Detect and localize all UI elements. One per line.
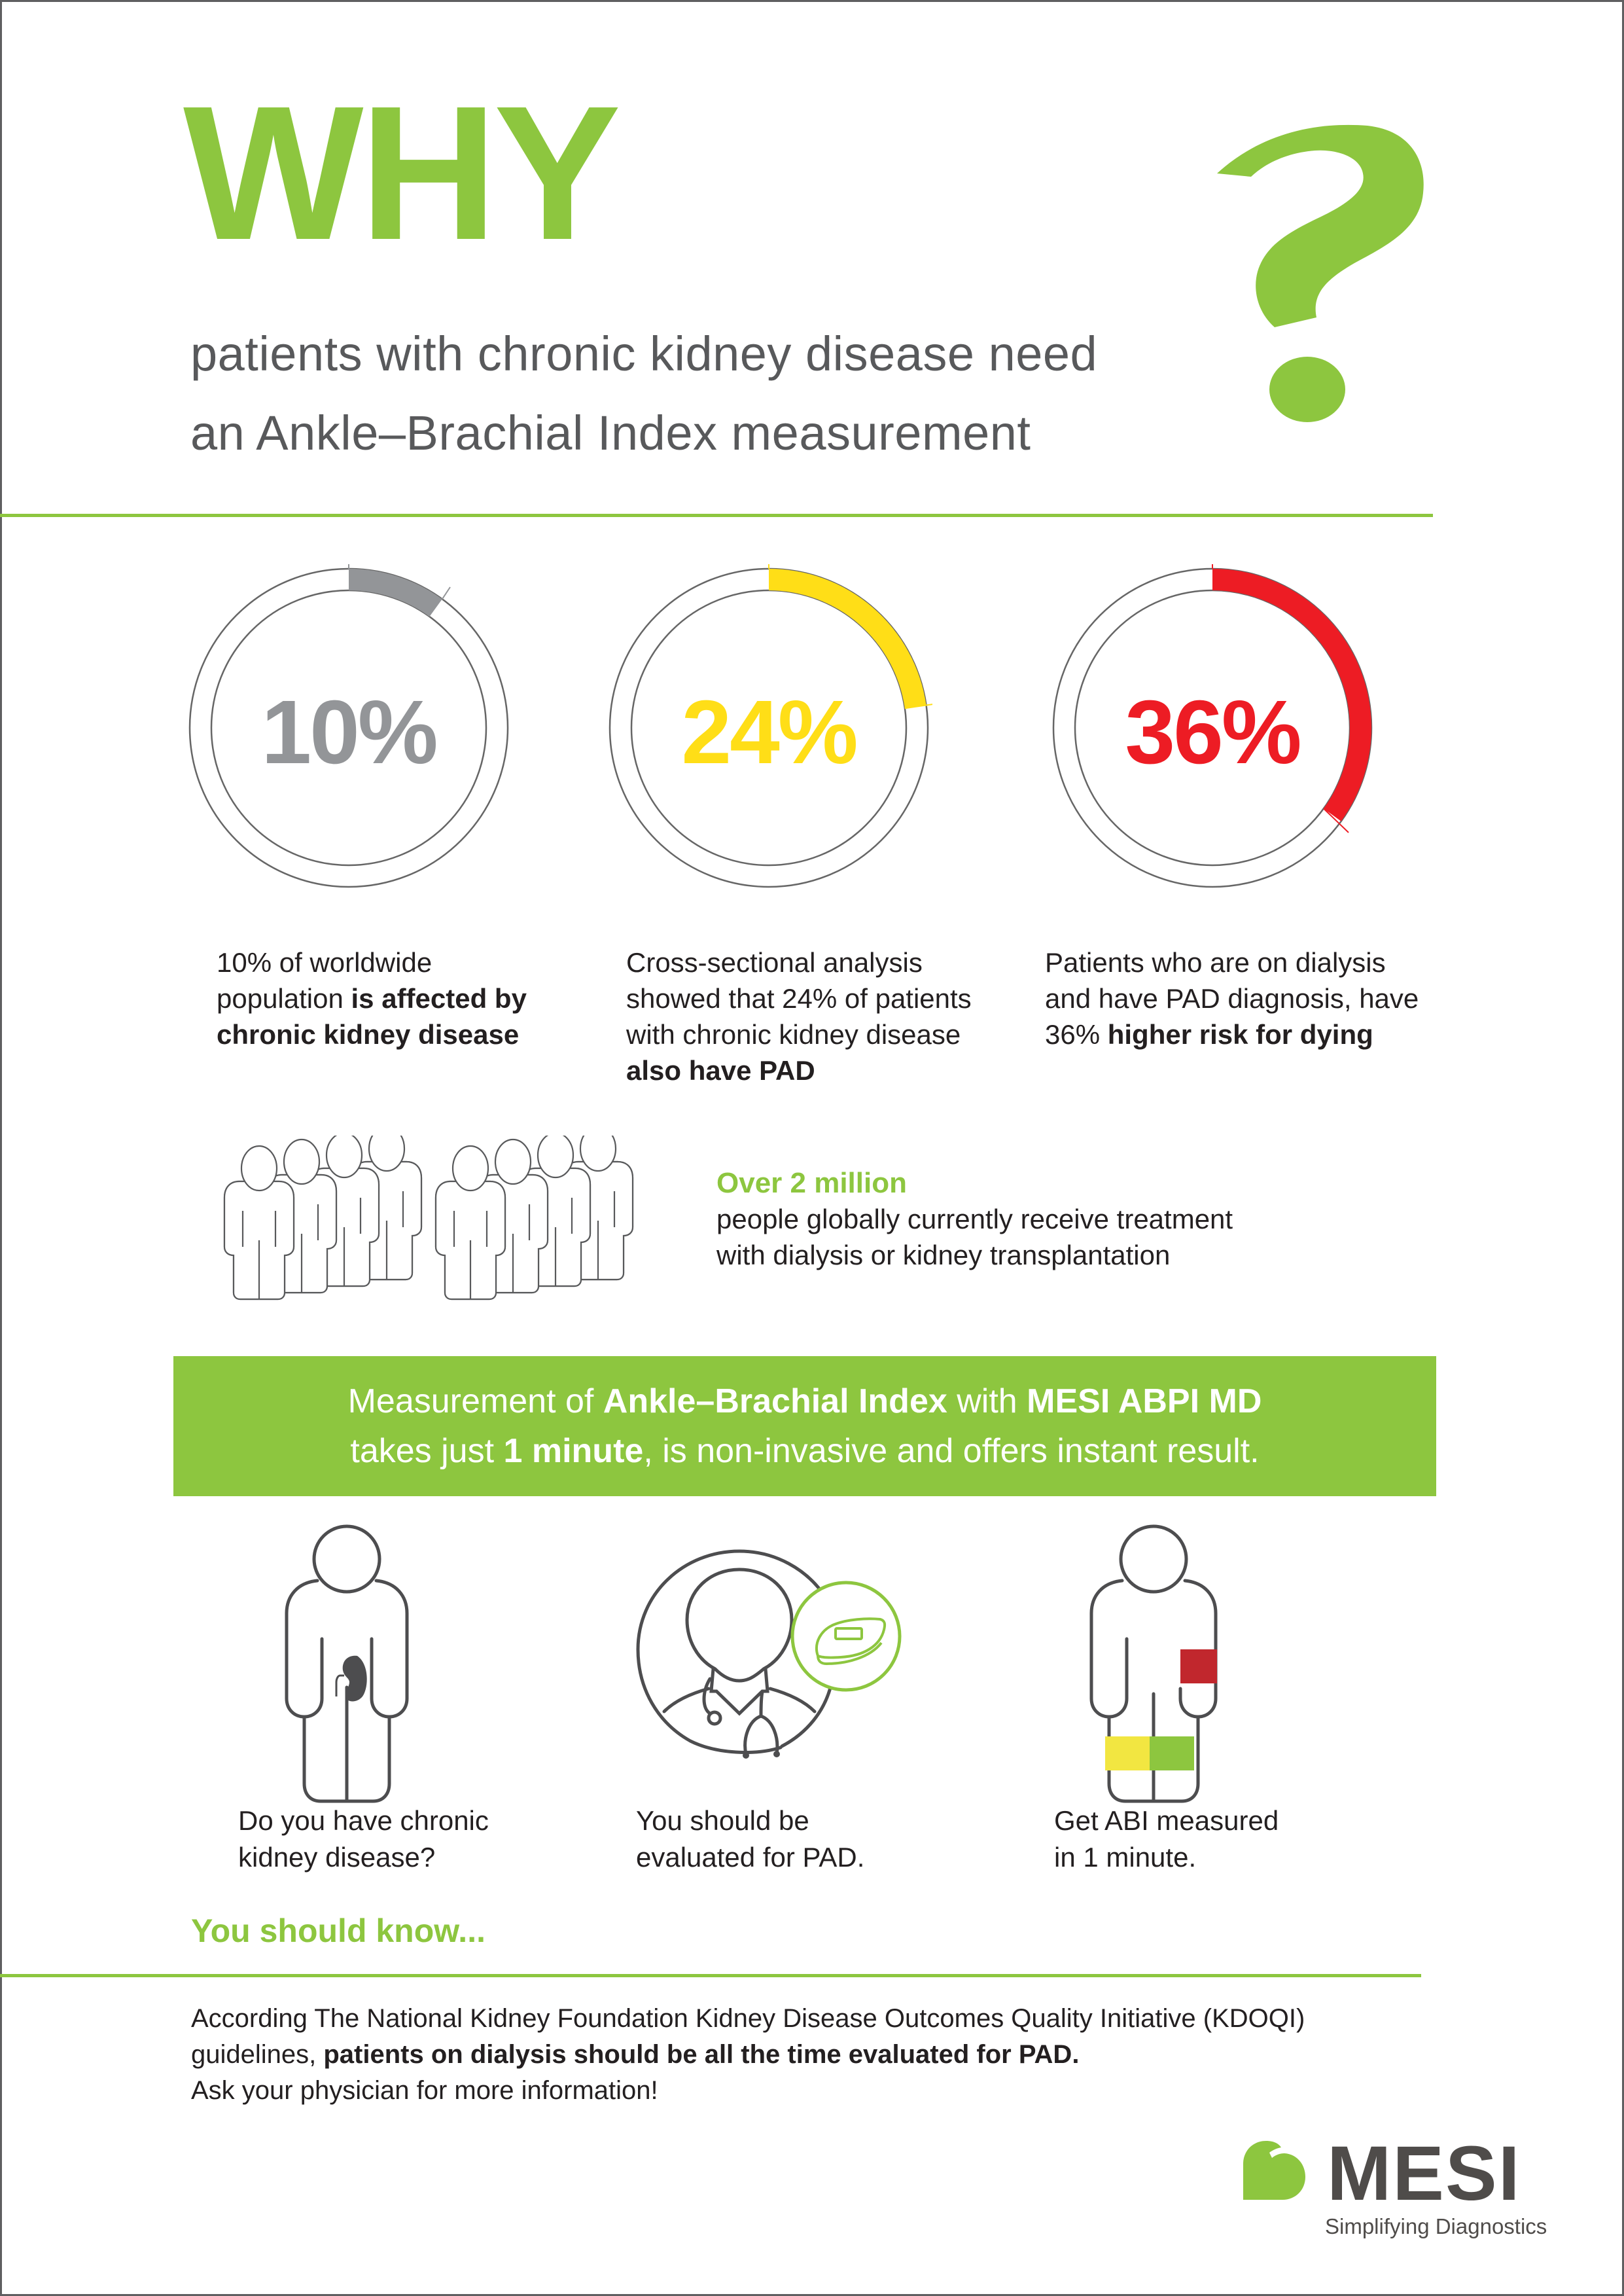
header-divider	[0, 514, 1433, 517]
headline-subtitle	[190, 314, 1097, 473]
step-caption-3	[1054, 1803, 1279, 1876]
caption-line: showed that 24% of patients	[626, 983, 972, 1014]
million-headline: Over 2 million	[716, 1167, 907, 1199]
caption-line: Cross-sectional analysis	[626, 947, 923, 978]
caption-line: and have PAD diagnosis, have	[1045, 983, 1419, 1014]
headline-why: WHY	[183, 66, 618, 279]
mesi-logo-mark-icon	[1243, 2141, 1305, 2200]
stat-caption-36	[1045, 944, 1419, 1052]
know-divider	[0, 1974, 1421, 1977]
step-caption-1	[238, 1803, 489, 1876]
stat-caption-10	[217, 944, 527, 1052]
banner-line-1: Measurement of Ankle–Brachial Index with MESI ABPI MD	[347, 1382, 1262, 1420]
know-line: Ask your physician for more information!	[191, 2076, 658, 2105]
know-line: guidelines, patients on dialysis should be all the time evaluated for PAD.	[191, 2040, 1080, 2069]
million-body	[716, 1201, 1233, 1273]
caption-line: also have PAD	[626, 1055, 815, 1086]
mesi-logo-wordmark: MESI	[1327, 2130, 1521, 2217]
doctor-device-icon	[638, 1551, 913, 1761]
step-caption-2	[636, 1803, 864, 1876]
abpi-highlight-banner	[173, 1356, 1436, 1496]
caption-line: Patients who are on dialysis	[1045, 947, 1386, 978]
you-should-know-heading: You should know...	[191, 1912, 485, 1949]
question-mark-icon	[1204, 111, 1426, 445]
million-line: with dialysis or kidney transplantation	[716, 1240, 1171, 1270]
person-kidney-icon	[281, 1525, 412, 1787]
you-should-know-body	[191, 2001, 1305, 2109]
people-group-icon	[222, 1136, 680, 1312]
caption-line: 36% higher risk for dying	[1045, 1019, 1373, 1050]
stat-value-24: 24%	[681, 682, 856, 783]
step-caption-line: Get ABI measured	[1054, 1805, 1279, 1836]
caption-line: 10% of worldwide	[217, 947, 432, 978]
caption-line: population is affected by	[217, 983, 527, 1014]
step-caption-line: Do you have chronic	[238, 1805, 489, 1836]
million-line: people globally currently receive treatment	[716, 1204, 1233, 1234]
step-caption-line: in 1 minute.	[1054, 1842, 1197, 1873]
stat-caption-24	[626, 944, 972, 1088]
subtitle-line-2: an Ankle–Brachial Index measurement	[190, 406, 1031, 460]
know-line: According The National Kidney Foundation Kidney Disease Outcomes Quality Initiative (KDOQI)	[191, 2004, 1305, 2033]
caption-line: with chronic kidney disease	[626, 1019, 961, 1050]
stat-value-10: 10%	[261, 682, 436, 783]
subtitle-line-1: patients with chronic kidney disease need	[190, 327, 1098, 381]
step-caption-line: evaluated for PAD.	[636, 1842, 865, 1873]
step-caption-line: You should be	[636, 1805, 809, 1836]
caption-line: chronic kidney disease	[217, 1019, 520, 1050]
person-cuffs-icon	[1088, 1525, 1219, 1787]
mesi-logo-tagline: Simplifying Diagnostics	[1325, 2214, 1547, 2238]
stat-value-36: 36%	[1125, 682, 1300, 783]
banner-line-2: takes just 1 minute, is non-invasive and offers instant result.	[350, 1432, 1260, 1470]
step-caption-line: kidney disease?	[238, 1842, 436, 1873]
